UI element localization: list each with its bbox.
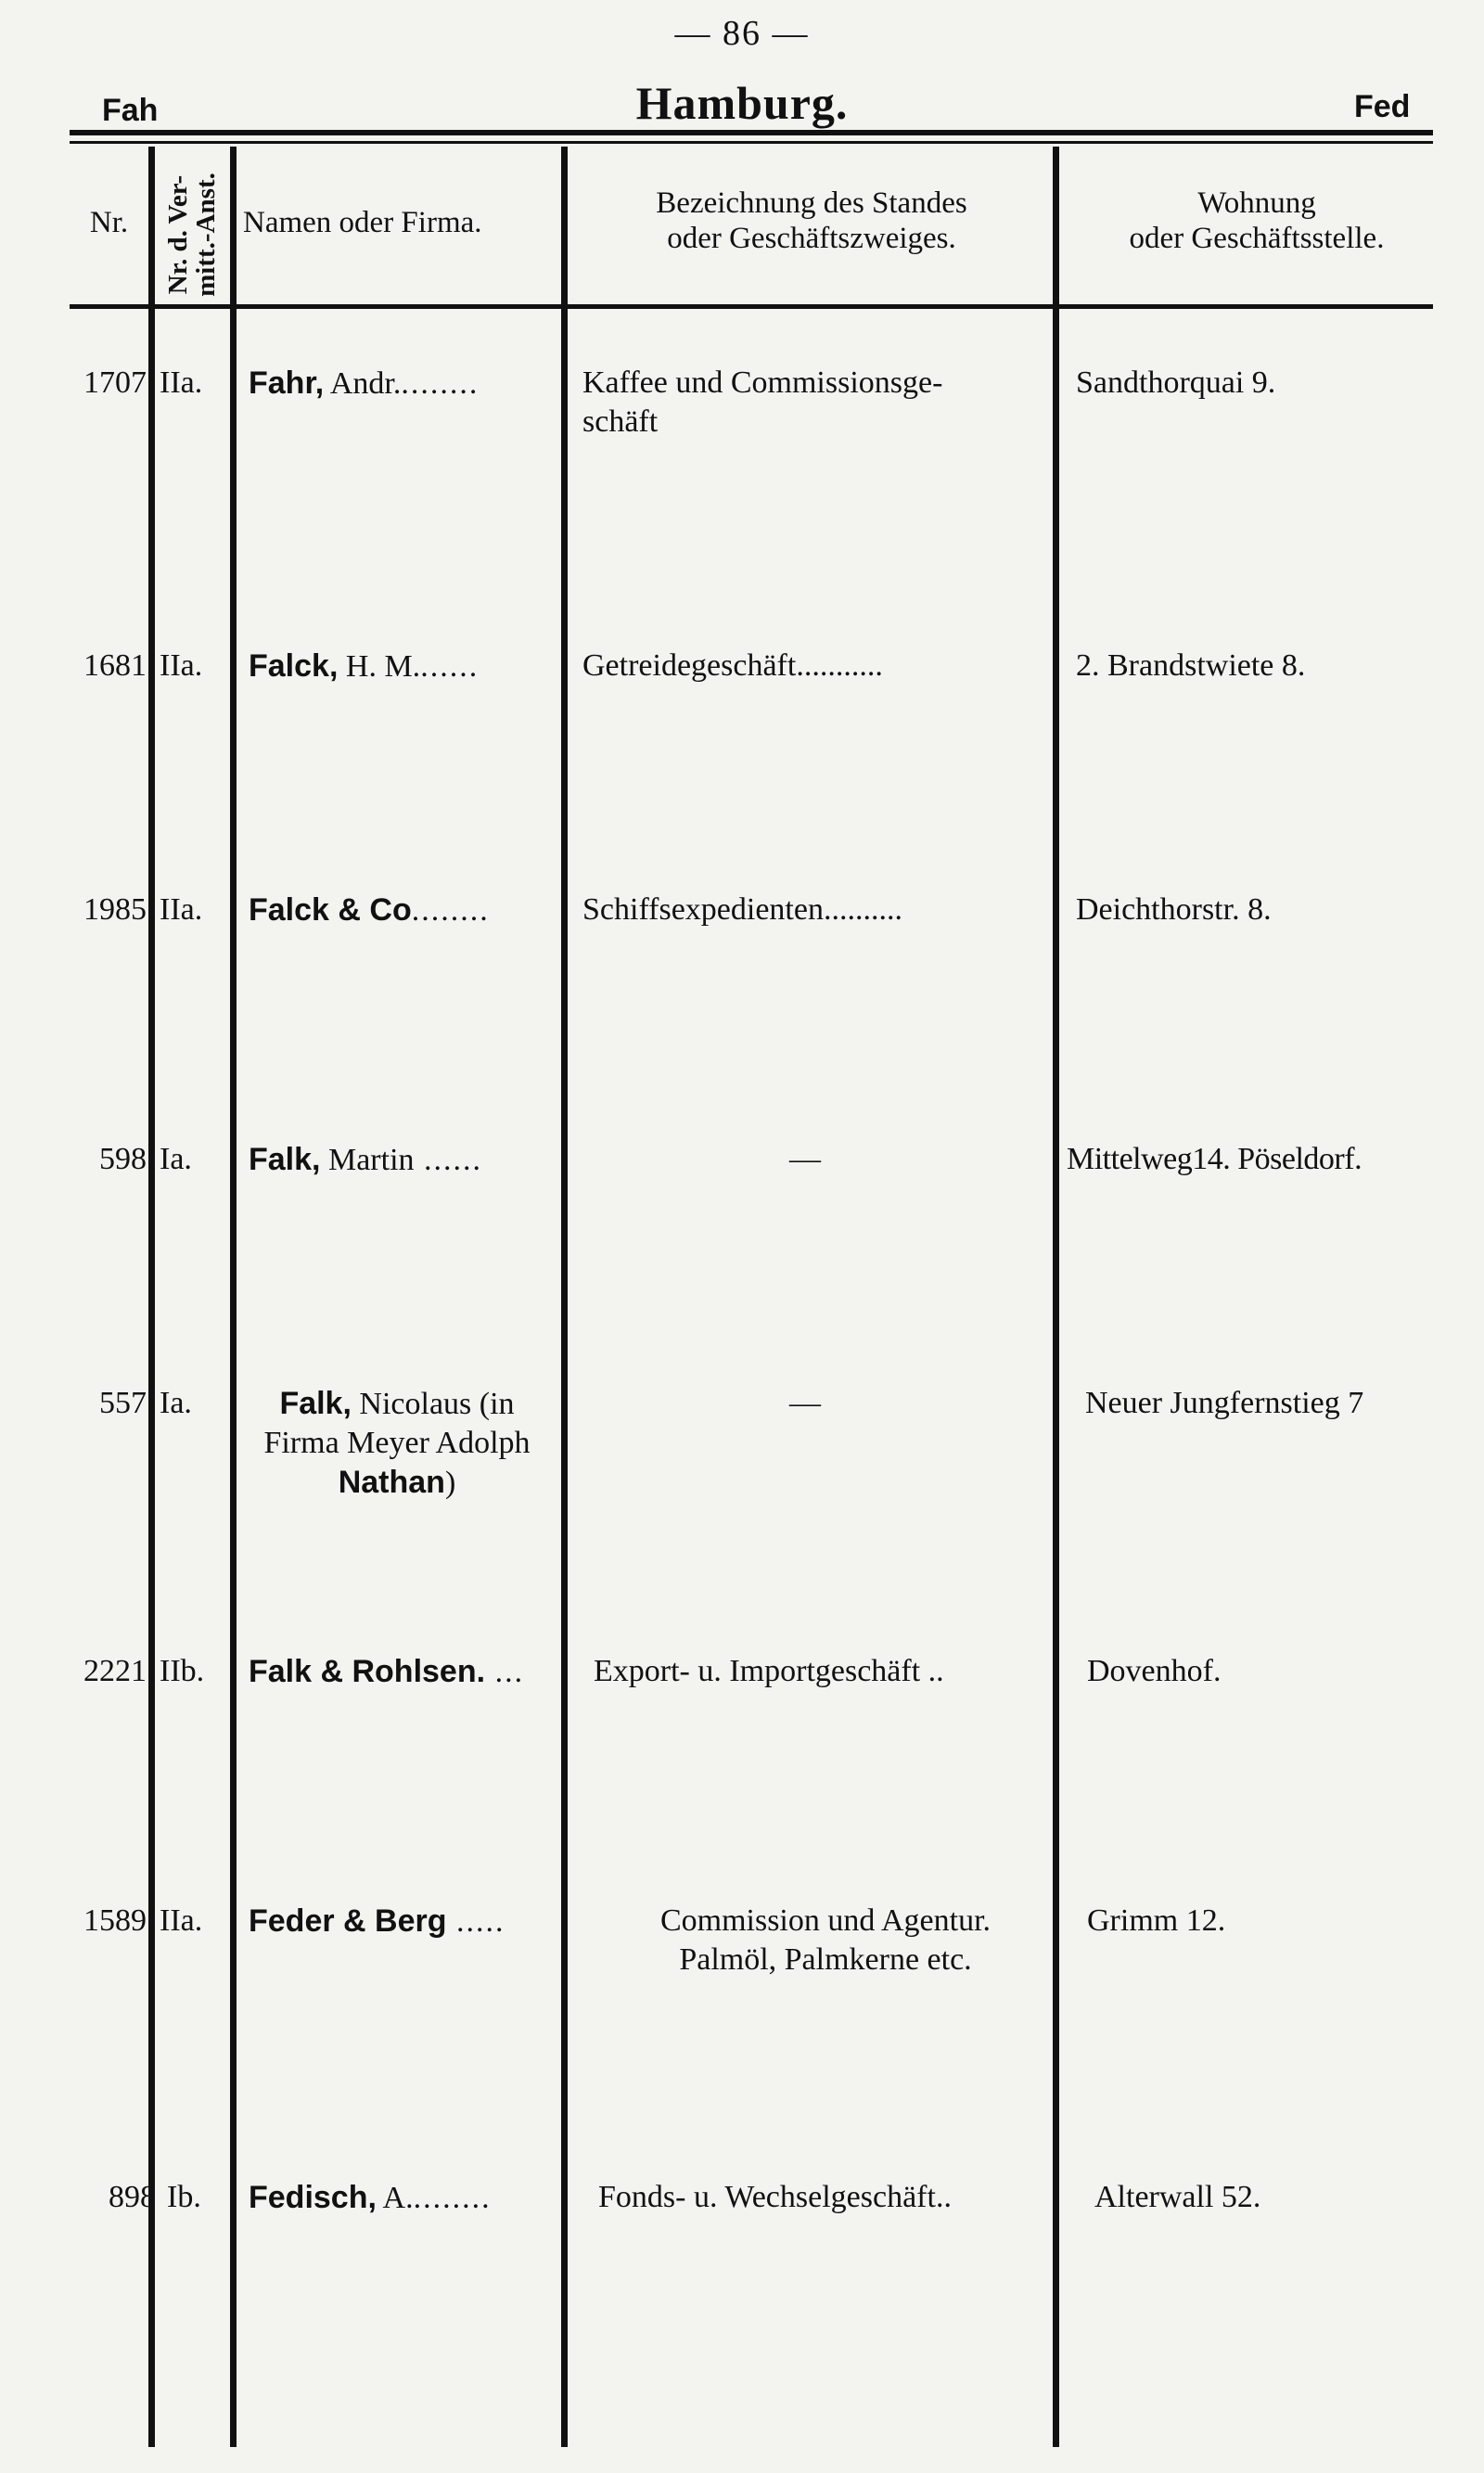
column-header-stand-line2: oder Geschäftszweiges. — [667, 222, 956, 255]
row-leader: ..... — [446, 1904, 505, 1939]
row-wohnung: Deichthorstr. 8. — [1076, 892, 1272, 927]
row-wohnung: Grimm 12. — [1087, 1903, 1226, 1938]
row-surname-2: Nathan — [338, 1465, 445, 1500]
row-surname: Falck, — [249, 648, 339, 684]
column-header-wohnung-line1: Wohnung — [1197, 186, 1316, 220]
row-nr: 557 — [99, 1386, 147, 1420]
row-name — [249, 364, 564, 404]
row-given: Nicolaus (in Firma Meyer Adolph — [263, 1387, 531, 1460]
column-header-vermitt — [151, 156, 233, 314]
row-stand: Schiffsexpedienten.......... — [582, 892, 902, 927]
column-header-nr: Nr. — [89, 206, 129, 239]
row-stand: — — [789, 1386, 821, 1420]
column-header-stand — [570, 186, 1053, 256]
row-class: Ia. — [160, 1142, 192, 1176]
row-wohnung: Neuer Jungfernstieg 7 — [1085, 1386, 1364, 1420]
row-surname: Falk, — [249, 1142, 321, 1177]
column-divider-2 — [230, 147, 237, 2447]
row-stand: Getreidegeschäft........... — [582, 648, 883, 683]
column-divider-1 — [148, 147, 155, 2447]
column-header-name: Namen oder Firma. — [243, 206, 482, 239]
column-divider-3 — [561, 147, 568, 2447]
row-surname: Falk, — [279, 1386, 352, 1421]
row-given: Andr. — [324, 366, 402, 401]
top-rule-thin — [70, 141, 1433, 144]
row-wohnung: Sandthorquai 9. — [1076, 365, 1276, 400]
row-nr: 1707 — [83, 365, 147, 400]
row-leader: ... — [485, 1655, 525, 1689]
column-header-wohnung — [1057, 186, 1456, 256]
row-nr: 1681 — [83, 648, 147, 683]
row-nr: 1985 — [83, 892, 147, 927]
row-surname: Fedisch, — [249, 2180, 377, 2215]
header-bottom-rule — [70, 304, 1433, 309]
row-leader: ........ — [413, 2181, 492, 2215]
row-surname: Fahr, — [249, 365, 325, 401]
row-name — [249, 891, 564, 930]
row-given: H. M. — [338, 649, 421, 684]
row-wohnung: Dovenhof. — [1087, 1654, 1222, 1688]
running-head-left: Fah — [102, 93, 159, 128]
row-name — [249, 2178, 564, 2218]
row-leader: ........ — [401, 366, 480, 401]
column-divider-4 — [1053, 147, 1059, 2447]
row-class: IIa. — [160, 892, 203, 927]
row-class: Ia. — [160, 1386, 192, 1420]
row-leader: ........ — [411, 893, 490, 928]
row-surname: Falk & Rohlsen. — [249, 1654, 486, 1689]
row-name-tail: ) — [444, 1466, 456, 1500]
row-name — [249, 1140, 564, 1180]
row-nr: 898 — [109, 2180, 156, 2214]
row-surname: Falck & Co — [249, 892, 412, 928]
row-wohnung: Mittelweg14. Pöseldorf. — [1067, 1142, 1362, 1176]
row-name — [249, 1384, 545, 1503]
column-header-stand-line1: Bezeichnung des Standes — [656, 186, 967, 220]
column-header-vermitt-label: Nr. d. Ver- mitt.-Anst. — [163, 173, 222, 297]
row-wohnung: Alterwall 52. — [1094, 2180, 1261, 2214]
row-class: IIb. — [160, 1654, 205, 1688]
row-stand: Kaffee und Commissionsge- schäft — [582, 365, 943, 439]
row-nr: 1589 — [83, 1903, 147, 1938]
row-given: A. — [376, 2181, 414, 2215]
row-name — [249, 1902, 564, 1941]
row-nr: 598 — [99, 1142, 147, 1176]
row-class: IIa. — [160, 1903, 203, 1938]
row-given: Martin — [320, 1143, 415, 1177]
column-header-wohnung-line2: oder Geschäftsstelle. — [1129, 222, 1385, 255]
row-stand: — — [789, 1142, 821, 1176]
row-class: IIa. — [160, 365, 203, 400]
row-name — [249, 1652, 564, 1692]
row-surname: Feder & Berg — [249, 1903, 447, 1939]
running-head-right: Fed — [1354, 89, 1411, 124]
row-nr: 2221 — [83, 1654, 147, 1688]
row-class: IIa. — [160, 648, 203, 683]
page-number: — 86 — — [674, 14, 810, 53]
row-leader: ...... — [414, 1143, 483, 1177]
top-rule — [70, 130, 1433, 135]
row-stand: Commission und Agentur. Palmöl, Palmkerne etc. — [659, 1903, 991, 1977]
row-wohnung: 2. Brandstwiete 8. — [1076, 648, 1306, 683]
row-leader: ...... — [420, 649, 480, 684]
row-class: Ib. — [167, 2180, 201, 2214]
row-stand: Fonds- u. Wechselgeschäft.. — [598, 2180, 952, 2214]
row-name — [249, 647, 564, 686]
page-title: Hamburg. — [635, 77, 849, 129]
row-stand: Export- u. Importgeschäft .. — [594, 1654, 944, 1688]
